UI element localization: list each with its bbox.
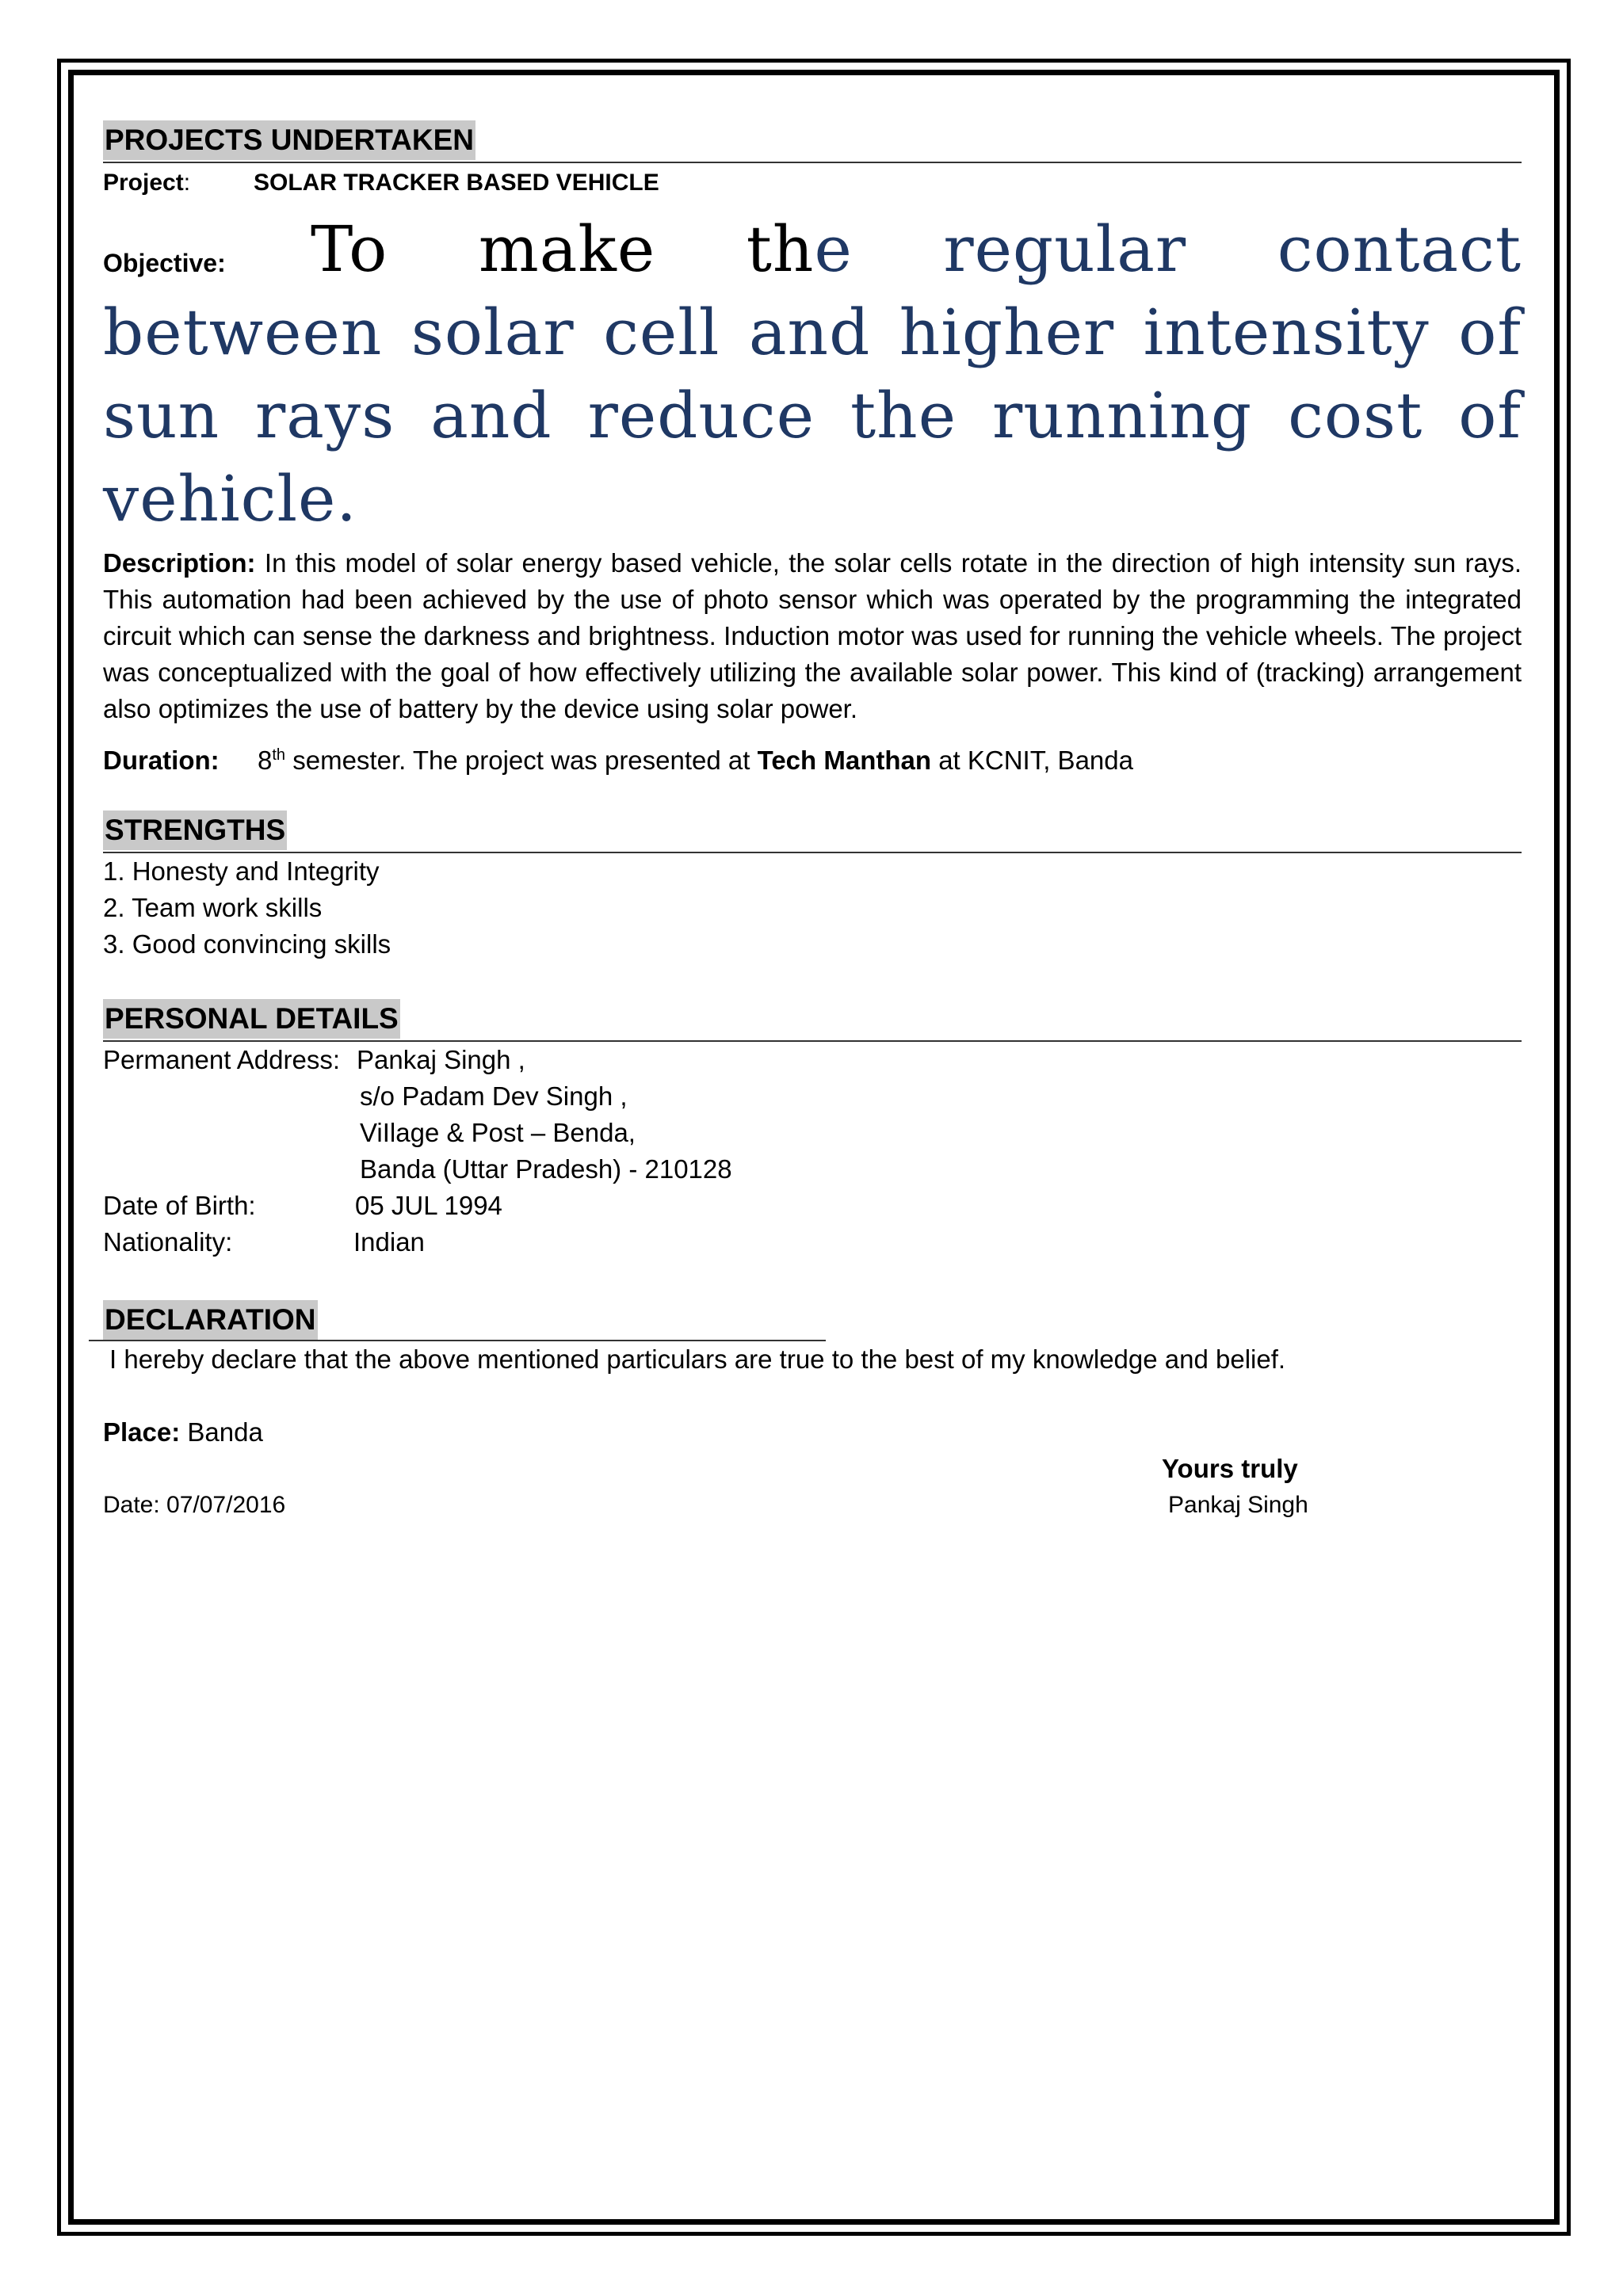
dob-label: Date of Birth: (103, 1191, 256, 1220)
objective-text (103, 208, 1522, 540)
strength-item: 3. Good convincing skills (103, 929, 391, 959)
duration-event: Tech Manthan (757, 746, 932, 775)
project-label: Project (103, 170, 184, 196)
strengths-list (103, 853, 1522, 963)
declaration-heading-text: DECLARATION (103, 1300, 318, 1340)
date-signature-row (103, 1487, 1522, 1524)
dob-row (103, 1188, 1522, 1224)
signature-name: Pankaj Singh (1168, 1492, 1308, 1518)
address-line: s/o Padam Dev Singh , (360, 1081, 628, 1111)
duration-superscript: th (272, 746, 286, 764)
objective-text-black: To make th (311, 212, 815, 286)
address-line: Pankaj Singh , (357, 1045, 525, 1074)
address-line: ViIlage & Post – Benda, (360, 1118, 636, 1147)
duration-text-1: semester. The project was presented at (292, 746, 750, 775)
strengths-section-heading (103, 807, 1522, 853)
duration-number: 8 (258, 746, 273, 775)
address-row (103, 1115, 1522, 1151)
strengths-heading-text: STRENGTHS (103, 810, 287, 850)
objective-block (103, 208, 1522, 540)
objective-label: Objective: (103, 249, 226, 277)
strength-item: 1. Honesty and Integrity (103, 856, 380, 886)
personal-section-heading (103, 996, 1522, 1042)
projects-heading-text: PROJECTS UNDERTAKEN (103, 120, 475, 160)
duration-row: Duration: 8th semester. The project was presented at Tech Manthan at KCNIT, Banda (103, 746, 1133, 775)
place-row (103, 1414, 1522, 1451)
yours-truly: Yours truly (1162, 1454, 1298, 1483)
project-name: SOLAR TRACKER BASED VEHICLE (254, 170, 659, 196)
declaration-section-heading (103, 1297, 1522, 1341)
place-value: Banda (187, 1417, 263, 1447)
date-text: Date: 07/07/2016 (103, 1492, 286, 1518)
address-row (103, 1078, 1522, 1115)
resume-page-content (103, 117, 1522, 1524)
dob-value: 05 JUL 1994 (355, 1191, 502, 1220)
duration-text-2: at KCNIT, Banda (938, 746, 1133, 775)
address-label: Permanent Address: (103, 1045, 340, 1074)
objective-text-blue: e regular contact between solar cell and higher intensity of sun rays and reduce the running cost of vehicle. (103, 212, 1522, 536)
nationality-label: Nationality: (103, 1227, 233, 1257)
strength-item: 2. Team work skills (103, 893, 323, 922)
description-text: In this model of solar energy based vehicle, the solar cells rotate in the direction of high intensity sun rays. This automation had been achieved by the use of photo sensor which was operated by the programming the integrated circuit which can sense the darkness and brightness. Induction motor was used for running the vehicle wheels. The project was conceptualized with the goal of how effectively utilizing the available solar power. This kind of (tracking) arrangement also optimizes the use of battery by the device using solar power. (103, 548, 1522, 723)
address-row (103, 1151, 1522, 1188)
nationality-value: Indian (353, 1227, 425, 1257)
declaration-text: I hereby declare that the above mentioned particulars are true to the best of my knowledge and belief. (109, 1344, 1286, 1374)
duration-label: Duration (103, 746, 211, 775)
personal-heading-text: PERSONAL DETAILS (103, 999, 400, 1039)
description-paragraph: Description: In this model of solar energy based vehicle, the solar cells rotate in the direction of high intensity sun rays. This automation had been achieved by the use of photo sensor which was operated by the programming the integrated circuit which can sense the darkness and brightness. Induction motor was used for running the vehicle wheels. The project was conceptualized with the goal of how effectively utilizing the available solar power. This kind of (tracking) arrangement also optimizes the use of battery by the device using solar power. (103, 548, 1522, 723)
projects-section-heading (103, 117, 1522, 163)
nationality-row (103, 1224, 1522, 1261)
place-label: Place: (103, 1417, 181, 1447)
project-row: Project: SOLAR TRACKER BASED VEHICLE (103, 165, 1522, 201)
yours-truly-row (103, 1451, 1522, 1487)
description-label: Description (103, 548, 247, 578)
address-row (103, 1042, 1522, 1078)
personal-details (103, 1042, 1522, 1261)
address-line: Banda (Uttar Pradesh) - 210128 (360, 1154, 732, 1184)
